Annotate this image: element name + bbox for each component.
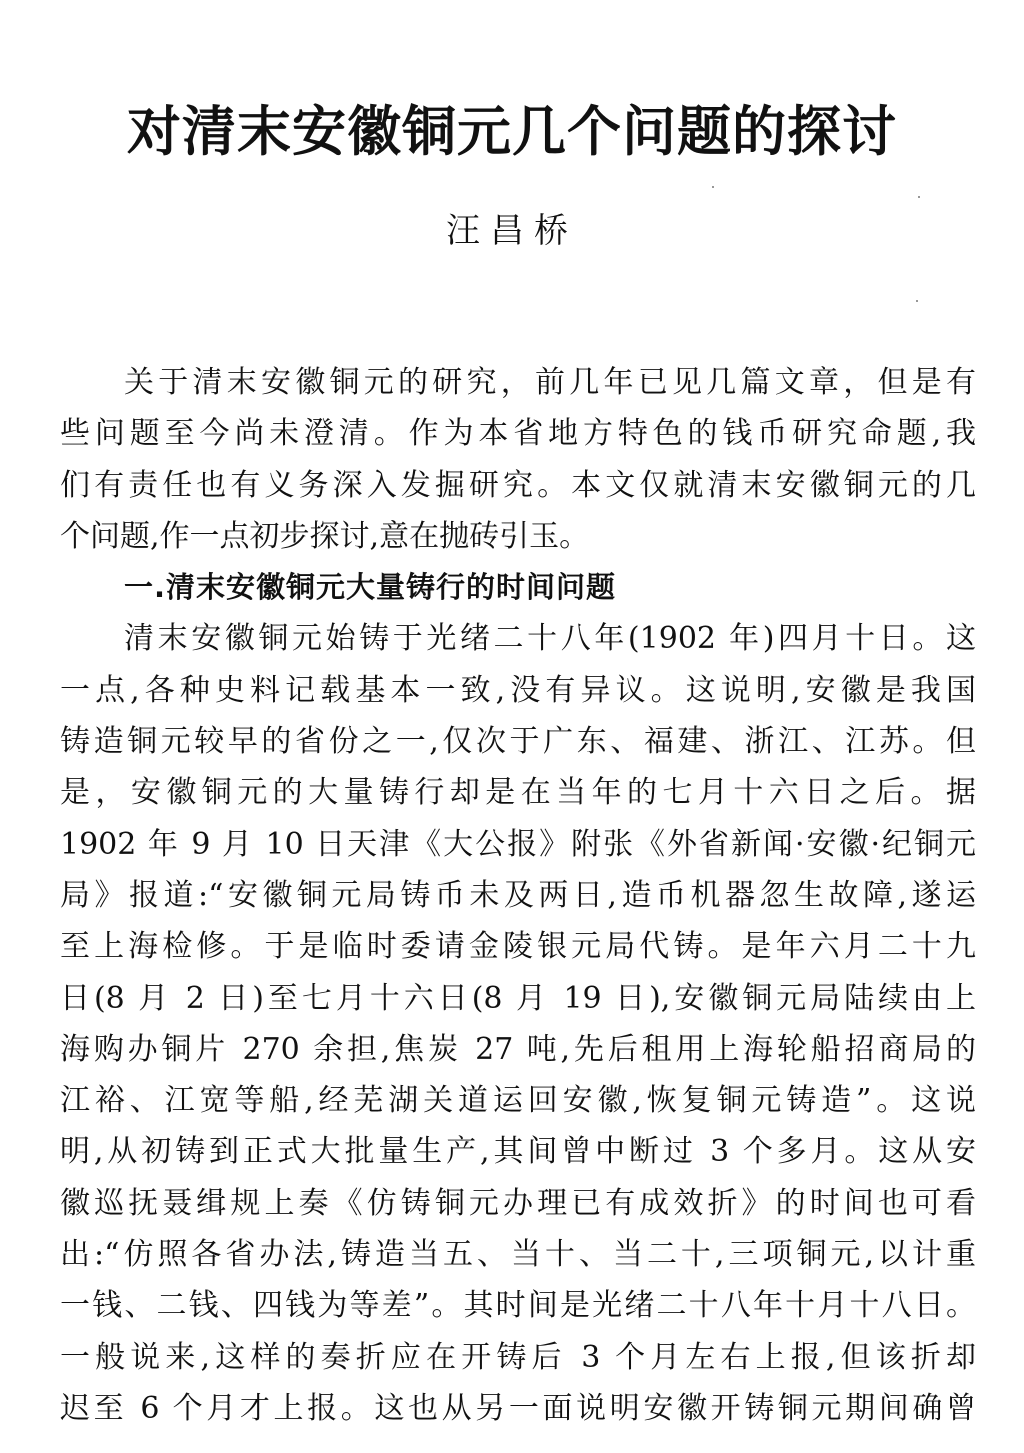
article-title: 对清末安徽铜元几个问题的探讨 <box>127 100 897 163</box>
body-line: 出:“仿照各省办法,铸造当五、当十、当二十,三项铜元,以计重 <box>60 1237 976 1273</box>
scan-speck <box>712 186 714 188</box>
article-body <box>60 357 976 1434</box>
body-line: 铸造铜元较早的省份之一,仅次于广东、福建、浙江、江苏。但 <box>60 724 976 760</box>
body-line: 海购办铜片 270 余担,焦炭 27 吨,先后租用上海轮船招商局的 <box>60 1031 976 1067</box>
body-line: 迟至 6 个月才上报。这也从另一面说明安徽开铸铜元期间确曾 <box>60 1390 976 1426</box>
body-line: 江裕、江宽等船,经芜湖关道运回安徽,恢复铜元铸造”。这说 <box>60 1083 976 1119</box>
section-heading: 一.清末安徽铜元大量铸行的时间问题 <box>124 570 617 605</box>
body-line: 些问题至今尚未澄清。作为本省地方特色的钱币研究命题,我 <box>60 416 976 452</box>
article-author: 汪昌桥 <box>446 211 578 251</box>
body-line: 一般说来,这样的奏折应在开铸后 3 个月左右上报,但该折却 <box>60 1339 976 1375</box>
body-line: 一钱、二钱、四钱为等差”。其时间是光绪二十八年十月十八日。 <box>60 1288 976 1324</box>
body-line: 至上海检修。于是临时委请金陵银元局代铸。是年六月二十九 <box>60 929 976 965</box>
body-line: 徽巡抚聂缉规上奏《仿铸铜元办理已有成效折》的时间也可看 <box>60 1185 976 1221</box>
body-line: 明,从初铸到正式大批量生产,其间曾中断过 3 个多月。这从安 <box>60 1134 976 1170</box>
body-line: 日(8 月 2 日)至七月十六日(8 月 19 日),安徽铜元局陆续由上 <box>60 980 976 1016</box>
scan-speck <box>916 300 918 302</box>
scan-speck <box>918 196 920 198</box>
body-line: 局》报道:“安徽铜元局铸币未及两日,造币机器忽生故障,遂运 <box>60 877 976 913</box>
body-line: 清末安徽铜元始铸于光绪二十八年(1902 年)四月十日。这 <box>124 621 976 657</box>
body-line: 1902 年 9 月 10 日天津《大公报》附张《外省新闻·安徽·纪铜元 <box>60 826 976 862</box>
body-line: 是，安徽铜元的大量铸行却是在当年的七月十六日之后。据 <box>60 775 976 811</box>
body-line: 一点,各种史料记载基本一致,没有异议。这说明,安徽是我国 <box>60 672 976 708</box>
body-line: 个问题,作一点初步探讨,意在抛砖引玉。 <box>60 518 590 554</box>
body-line: 们有责任也有义务深入发掘研究。本文仅就清末安徽铜元的几 <box>60 467 976 503</box>
body-line: 关于清末安徽铜元的研究，前几年已见几篇文章，但是有 <box>124 365 976 400</box>
